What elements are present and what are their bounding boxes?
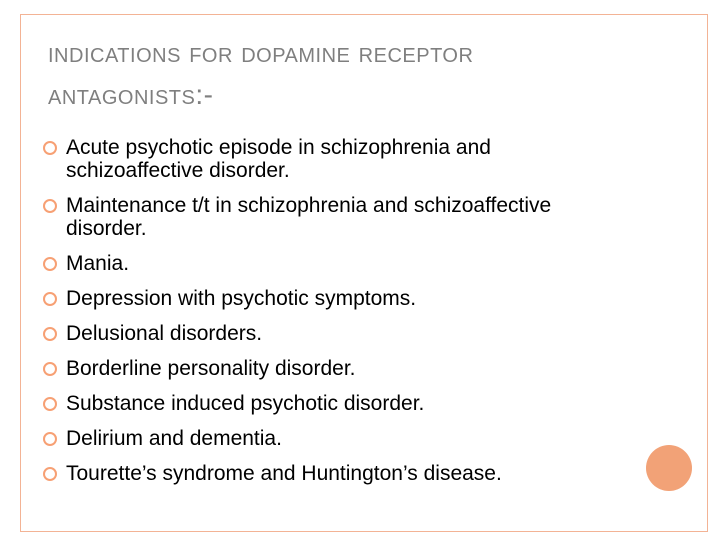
- title-line-1: indications for dopamine receptor: [48, 37, 474, 68]
- bullet-item: [42, 287, 602, 310]
- ring-bullet-icon: [43, 362, 57, 376]
- bullet-item: [42, 357, 602, 380]
- bullet-item: [42, 252, 602, 275]
- ring-bullet-icon: [43, 327, 57, 341]
- bullet-item: [42, 136, 602, 182]
- bullet-text: Borderline personality disorder.: [66, 357, 356, 380]
- ring-bullet-icon: [43, 467, 57, 481]
- bullet-item: [42, 427, 602, 450]
- ring-bullet-icon: [43, 141, 57, 155]
- bullet-text: Delusional disorders.: [66, 322, 263, 345]
- bullet-text: Substance induced psychotic disorder.: [66, 392, 425, 415]
- ring-bullet-icon: [43, 199, 57, 213]
- ring-bullet-icon: [43, 292, 57, 306]
- bullet-item: [42, 322, 602, 345]
- slide-title: [48, 32, 648, 116]
- bullet-text: Tourette’s syndrome and Huntington’s disease.: [66, 462, 502, 485]
- bullet-text: Depression with psychotic symptoms.: [66, 287, 417, 310]
- ring-bullet-icon: [43, 257, 57, 271]
- bullet-text: Delirium and dementia.: [66, 427, 282, 450]
- title-line-2: antagonists:-: [48, 79, 214, 110]
- ring-bullet-icon: [43, 432, 57, 446]
- bullet-text: Acute psychotic episode in schizophrenia and schizoaffective disorder.: [66, 136, 491, 182]
- orange-circle-icon: [646, 445, 692, 491]
- bullet-text: Maintenance t/t in schizophrenia and schizoaffective disorder.: [66, 194, 552, 240]
- bullet-list: [42, 136, 602, 497]
- bullet-item: [42, 194, 602, 240]
- bullet-item: [42, 462, 602, 485]
- bullet-item: [42, 392, 602, 415]
- ring-bullet-icon: [43, 397, 57, 411]
- bullet-text: Mania.: [66, 252, 130, 275]
